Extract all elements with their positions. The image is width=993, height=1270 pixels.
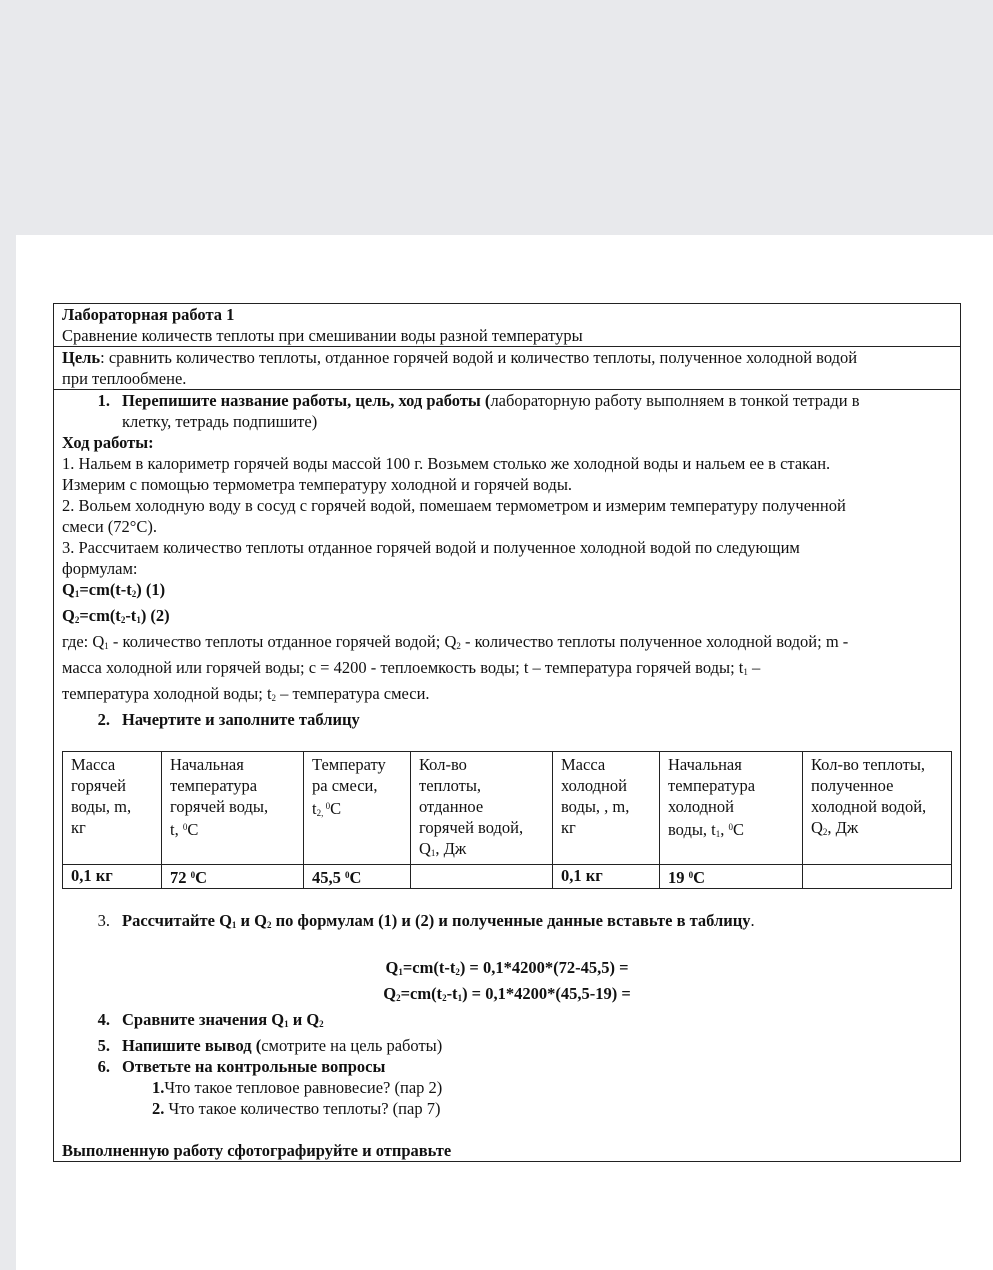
table-header-cell: Кол-во теплоты, полученное холодной водой, $Q_2$, Дж (803, 752, 952, 865)
where-line-2: масса холодной или горячей воды; с = 4200 - теплоемкость воды; t – температура горячей воды; $t_1$ – (62, 658, 761, 677)
goal-text: : сравнить количество теплоты, отданное горячей водой и количество теплоты, полученное холодной водой (100, 348, 858, 367)
where-line-3: температура холодной воды; $t_2$ – температура смеси. (62, 684, 430, 703)
table-header-cell: Начальная температура холодной воды, $t_1$, $^0$С (660, 752, 803, 865)
procedure-line: смеси (72°С). (62, 517, 157, 536)
procedure-line: 3. Рассчитаем количество теплоты отданное горячей водой и полученное холодной водой по следующим (62, 538, 800, 557)
table-cell (411, 865, 553, 889)
goal-block (54, 347, 960, 390)
data-table (62, 751, 952, 889)
task-3-number: 3. (97, 911, 110, 930)
task-2 (62, 709, 952, 730)
task-1-text: лабораторную работу выполняем в тонкой тетради в (490, 391, 860, 410)
table-cell (803, 865, 952, 889)
task-1 (62, 390, 952, 411)
where-line-1: где: $Q_1$ - количество теплоты отданное горячей водой; $Q_2$ - количество теплоты полученное холодной водой; m - (62, 632, 849, 651)
task-2-text: Начертите и заполните таблицу (122, 710, 360, 729)
question-1: 1.Что такое тепловое равновесие? (пар 2) (152, 1078, 443, 1097)
title-block (54, 304, 960, 347)
table-header-cell: Масса горячей воды, m, кг (63, 752, 162, 865)
formula-2: $Q_2=cm(t_2-t_1)$ (2) (62, 606, 170, 625)
table-header-cell: Кол-во теплоты, отданное горячей водой, $Q_1$, Дж (411, 752, 553, 865)
table-cell: 19 $^0$С (660, 865, 803, 889)
procedure-line: формулам: (62, 559, 138, 578)
table-header-row (63, 752, 952, 865)
footer-note: Выполненную работу сфотографируйте и отправьте (62, 1141, 452, 1160)
document-page (16, 235, 993, 1270)
task-2-number: 2. (97, 710, 110, 729)
procedure-line: 2. Вольем холодную воду в сосуд с горячей водой, помешаем термометром и измерим температуру полученной (62, 496, 846, 515)
task-1-text-cont: клетку, тетрадь подпишите) (122, 412, 318, 431)
goal-text-cont: при теплообмене. (62, 369, 187, 388)
table-row (63, 865, 952, 889)
main-block (54, 390, 960, 1161)
formula-1: $Q_1=cm(t-t_2)$ (1) (62, 580, 166, 599)
procedure-line: 1. Нальем в калориметр горячей воды массой 100 г. Возьмем столько же холодной воды и нальем ее в стакан. (62, 454, 831, 473)
question-2: 2. Что такое количество теплоты? (пар 7) (152, 1099, 441, 1118)
procedure-line: Измерим с помощью термометра температуру холодной и горячей воды. (62, 475, 573, 494)
calc-line-1: $Q_1=cm(t-t_2) = 0,1*4200*(72-45,5)$ = (385, 958, 629, 977)
lab-frame (53, 303, 961, 1162)
procedure-heading: Ход работы: (62, 433, 154, 452)
table-cell: 0,1 кг (63, 865, 162, 889)
table-header-cell: Масса холодной воды, , m, кг (553, 752, 660, 865)
table-cell: 45,5 $^0$С (304, 865, 411, 889)
lab-title: Лабораторная работа 1 (62, 305, 235, 324)
task-1-bold: Перепишите название работы, цель, ход работы ( (122, 391, 491, 410)
lab-subtitle: Сравнение количеств теплоты при смешивании воды разной температуры (62, 326, 583, 345)
table-cell: 72 $^0$С (162, 865, 304, 889)
goal-label: Цель (62, 348, 101, 367)
task-1-number: 1. (97, 391, 110, 410)
table-header-cell: Начальная температура горячей воды, t, $^0$С (162, 752, 304, 865)
task-5: 5. Напишите вывод (смотрите на цель работы) (97, 1036, 443, 1055)
task-4: 4. Сравните значения $Q_1$ и $Q_2$ (97, 1010, 324, 1029)
table-cell: 0,1 кг (553, 865, 660, 889)
calc-line-2: $Q_2=cm(t_2-t_1) = 0,1*4200*(45,5-19)$ = (383, 984, 631, 1003)
table-header-cell: Температу ра смеси, $t_{2,}$ $^0$С (304, 752, 411, 865)
task-6: 6. Ответьте на контрольные вопросы (97, 1057, 386, 1076)
task-3: 3. Рассчитайте $Q_1$ и $Q_2$ по формулам (1) и (2) и полученные данные вставьте в таблицу. (62, 910, 952, 936)
